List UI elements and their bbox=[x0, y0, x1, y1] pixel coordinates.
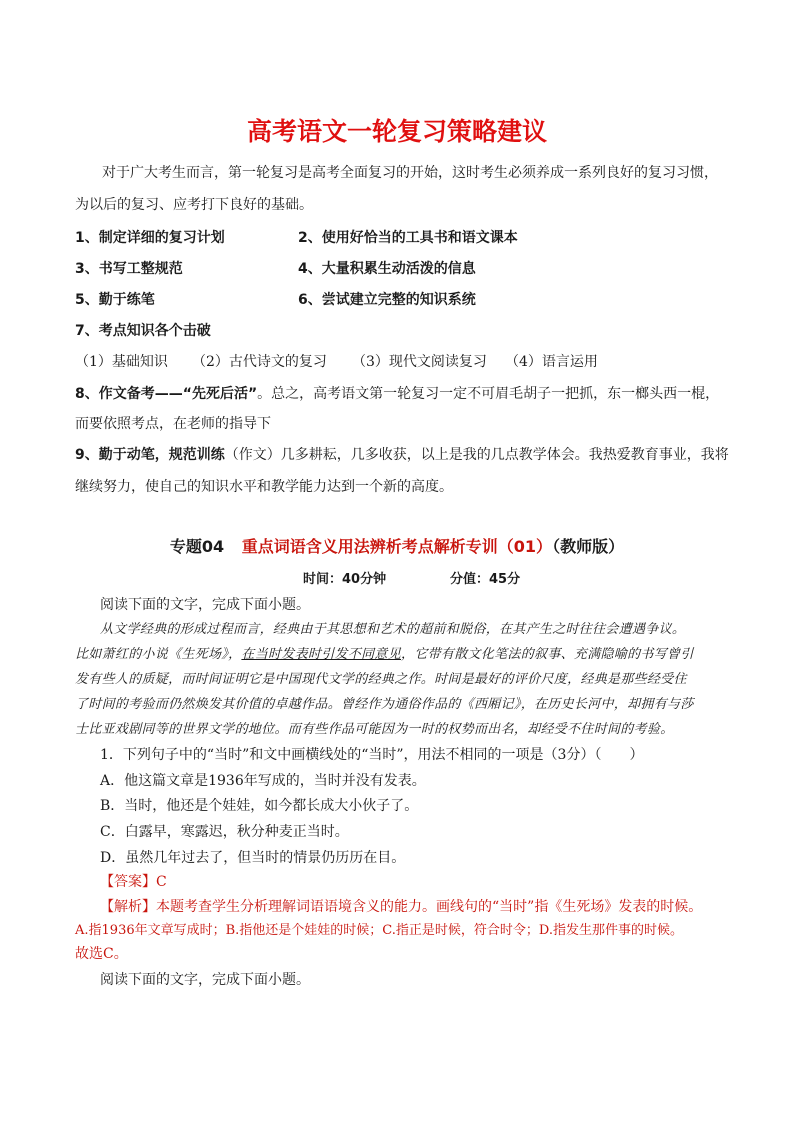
intro-line-2: 为以后的复习、应考打下良好的基础。 bbox=[75, 197, 313, 213]
passage-line-2: 比如萧红的小说《生死场》，在当时发表时引发不同意见，它带有散文化笔法的叙事、充满隐喻的书写曾引 bbox=[75, 647, 694, 662]
section-main-title: 重点词语含义用法辨析考点解析专训（01） bbox=[241, 537, 553, 556]
analysis-line-2: A.指1936年文章写成时；B.指他还是个娃娃的时候；C.指正是时候，符合时令；D.指发生那件事的时候。 bbox=[75, 923, 683, 938]
passage-line-5: 士比亚戏剧同等的世界文学的地位。而有些作品可能因为一时的权势而出名，却经受不住时间的考验。 bbox=[75, 722, 674, 737]
tip-5: 5、勤于练笔 bbox=[75, 292, 155, 308]
sub-point-2: （2）古代诗文的复习 bbox=[192, 354, 327, 370]
underlined-phrase: 在当时发表时引发不同意见 bbox=[241, 647, 402, 662]
answer: 【答案】C bbox=[100, 874, 167, 890]
tip-1: 1、制定详细的复习计划 bbox=[75, 230, 225, 246]
score-label: 分值：45分 bbox=[450, 572, 521, 587]
tip-9-line-2: 继续努力，使自己的知识水平和教学能力达到一个新的高度。 bbox=[75, 479, 453, 495]
section-prefix: 专题04 bbox=[169, 537, 225, 556]
read-prompt: 阅读下面的文字，完成下面小题。 bbox=[100, 597, 310, 613]
option-a: A．他这篇文章是1936年写成的，当时并没有发表。 bbox=[100, 773, 426, 789]
section-title bbox=[0, 534, 794, 557]
passage-line-4: 了时间的考验而仍然焕发其价值的卓越作品。曾经作为通俗作品的《西厢记》，在历史长河中，却拥有与莎 bbox=[75, 697, 694, 712]
intro-line-1: 对于广大考生而言，第一轮复习是高考全面复习的开始，这时考生必须养成一系列良好的复习习惯， bbox=[102, 165, 718, 181]
tip-9-line-1: 9、勤于动笔，规范训练（作文）几多耕耘，几多收获，以上是我的几点教学体会。我热爱教育事业，我将 bbox=[75, 447, 729, 463]
sub-point-4: （4）语言运用 bbox=[505, 354, 598, 370]
analysis-line-1: 【解析】本题考查学生分析理解词语语境含义的能力。画线句的“当时”指《生死场》发表的时候。 bbox=[100, 899, 703, 915]
tip-8-line-1: 8、作文备考——“先死后活”。总之，高考语文第一轮复习一定不可眉毛胡子一把抓，东一榔头西一棍， bbox=[75, 386, 720, 402]
tip-2: 2、使用好恰当的工具书和语文课本 bbox=[298, 230, 518, 246]
time-label: 时间：40分钟 bbox=[303, 572, 387, 587]
analysis-line-3: 故选C。 bbox=[75, 946, 128, 962]
sub-point-1: （1）基础知识 bbox=[75, 354, 168, 370]
tip-7: 7、考点知识各个击破 bbox=[75, 323, 211, 339]
tip-4: 4、大量积累生动活泼的信息 bbox=[298, 261, 476, 277]
option-b: B．当时，他还是个娃娃，如今都长成大小伙子了。 bbox=[100, 798, 419, 814]
read-prompt-2: 阅读下面的文字，完成下面小题。 bbox=[100, 972, 310, 988]
section-suffix: （教师版） bbox=[552, 537, 625, 556]
option-d: D．虽然几年过去了，但当时的情景仍历历在目。 bbox=[100, 850, 406, 866]
page-title: 高考语文一轮复习策略建议 bbox=[246, 117, 547, 146]
tip-6: 6、尝试建立完整的知识系统 bbox=[298, 292, 476, 308]
tip-3: 3、书写工整规范 bbox=[75, 261, 183, 277]
sub-point-3: （3）现代文阅读复习 bbox=[352, 354, 487, 370]
question-stem: 1．下列句子中的“当时”和文中画横线处的“当时”，用法不相同的一项是（3分）（ ） bbox=[100, 747, 644, 763]
tip-8-line-2: 而要依照考点，在老师的指导下 bbox=[75, 416, 271, 432]
option-c: C．白露早，寒露迟，秋分种麦正当时。 bbox=[100, 824, 349, 840]
passage-line-3: 发有些人的质疑，而时间证明它是中国现代文学的经典之作。时间是最好的评价尺度，经典是那些经受住 bbox=[75, 672, 687, 687]
passage-line-1: 从文学经典的形成过程而言，经典由于其思想和艺术的超前和脱俗，在其产生之时往往会遭遇争议。 bbox=[100, 622, 686, 637]
